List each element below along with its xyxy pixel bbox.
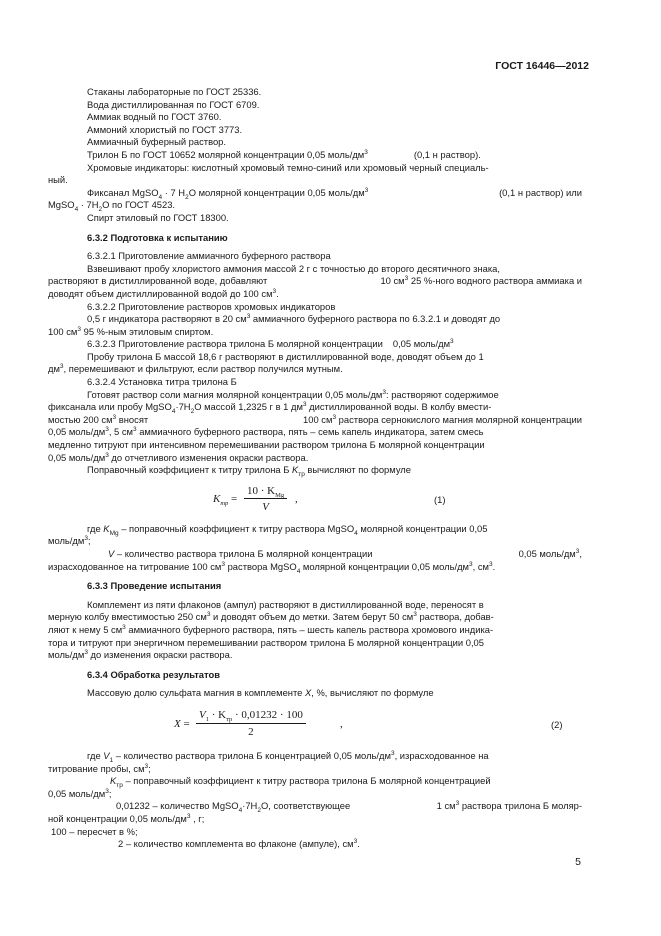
section-title: 6.3.2 Подготовка к испытанию <box>87 231 228 243</box>
paragraph-line: моль/$дм^3$ до изменения окраски раствора. <box>48 649 233 661</box>
material-fixanal: Фиксанал MgSO$_4$ · 7 $H_2O$ молярной концентрации 0,05 моль/$дм^3$ (0,1 н раствор) или <box>87 186 582 201</box>
paragraph-line: 0,01232 – количество $MgSO_4\cdot 7H_2O$, соответствующее 1 $см^3$ раствора трилона Б моляр- <box>116 800 582 815</box>
paragraph-line: Массовую долю сульфата магния в комплементе X, %, вычисляют по формуле <box>87 687 434 699</box>
material-trilon: Трилон Б по ГОСТ 10652 молярной концентрации 0,05 моль/$дм^3$ (0,1 н раствор). <box>87 148 481 160</box>
subsection-title: 6.3.2.4 Установка титра трилона Б <box>87 376 237 388</box>
material-spirit: Спирт этиловый по ГОСТ 18300. <box>87 211 229 223</box>
page-number: 5 <box>575 856 581 868</box>
paragraph-line: $K_{тр}$ – поправочный коэффициент к титру раствора трилона Б молярной концентрацией <box>110 775 491 789</box>
subsection-title: 6.3.2.2 Приготовление растворов хромовых индикаторов <box>87 300 336 312</box>
formula-number: (2) <box>551 718 563 730</box>
paragraph-line: 0,5 г индикатора растворяют в 20 $см^3$ аммиачного буферного раствора по 6.3.2.1 и доводят до <box>87 312 501 325</box>
paragraph-line: ляют к нему 5 $см^3$ аммиачного буферного раствора, пять – шесть капель раствора хромового индика- <box>48 623 494 635</box>
paragraph-line: где $K_{Mg}$ – поправочный коэффициент к титру раствора MgSO$_4$ молярной концентрации 0,05 <box>87 522 488 537</box>
material-indicators: Хромовые индикаторы: кислотный хромовый темно-синий или хромовый черный специаль- <box>87 161 489 173</box>
paragraph-line: израсходованное на титрование 100 $см^3$ раствора MgSO$_4$ молярной концентрации 0,05 моль/$дм^3$, $см^3$. <box>48 560 496 575</box>
paragraph-line: Поправочный коэффициент к титру трилона Б $K_{тр}$ вычисляют по формуле <box>87 464 411 479</box>
formula-1: $K_{тр}$ = $10 \cdot K_{Mg}$ V , (1) <box>213 484 446 514</box>
paragraph-line: растворяют в дистиллированной воде, добавляют 10 $см^3$ 25 %-ного водного раствора аммиака и <box>48 275 582 287</box>
paragraph-line: $дм^3$, перемешивают и фильтруют, если раствор получился мутным. <box>48 363 343 375</box>
paragraph-line: 2 – количество комплемента во флаконе (ампуле), $см^3$. <box>118 837 360 850</box>
paragraph: Комплемент из пяти флаконов (ампул) растворяют в дистиллированной воде, переносят в <box>87 598 484 610</box>
paragraph-line: моль/$дм^3$; <box>48 535 91 547</box>
fraction: $10 \cdot K_{Mg}$ V <box>244 485 287 514</box>
material-item: Стаканы лабораторные по ГОСТ 25336. <box>87 86 262 97</box>
paragraph-line: мостью 200 $см^3$ вносят 100 $см^3$ раствора сернокислого магния молярной концентрации <box>48 413 582 425</box>
paragraph-line: где $V_1$ – количество раствора трилона Б концентрацией 0,05 моль/$дм^3$, израсходованное на <box>87 749 489 764</box>
paragraph-line: фиксанала или пробу $MgSO_4\cdot 7H_2O$ массой 1,2325 г в 1 $дм^3$ дистиллированной воды. В колбу вмести- <box>48 401 492 416</box>
material-indicators-cont: ный. <box>48 174 68 186</box>
paragraph-line: V – количество раствора трилона Б молярной концентрации 0,05 моль/$дм^3$, <box>108 547 582 559</box>
material-fixanal-cont: MgSO$_4$ · $7H_2O$ по ГОСТ 4523. <box>48 199 176 214</box>
paragraph-line: 100 $см^3$ 95 %-ным этиловым спиртом. <box>48 325 214 337</box>
material-item: Аммиак водный по ГОСТ 3760. <box>87 111 222 123</box>
section-title: 6.3.4 Обработка результатов <box>87 668 220 680</box>
paragraph: Пробу трилона Б массой 18,6 г растворяют в дистиллированной воде, доводят объем до 1 <box>87 350 484 362</box>
paragraph-line: мерную колбу вместимостью 250 $см^3$ и доводят объем до метки. Затем берут 50 $см^3$ раствора, добав- <box>48 611 494 623</box>
paragraph-line: 0,05 моль/$дм^3$ до отчетливого изменения окраски раствора. <box>48 451 309 463</box>
material-item: Аммиачный буферный раствор. <box>87 136 226 148</box>
paragraph-line: ной концентрации 0,05 моль/$дм^3$ , г; <box>48 812 205 824</box>
paragraph: Взвешивают пробу хлористого аммония массой 2 г с точностью до второго десятичного знака, <box>87 262 500 274</box>
paragraph-line: медленно титруют при интенсивном перемешивании раствором трилона Б молярной концентрации <box>48 439 485 451</box>
section-title: 6.3.3 Проведение испытания <box>87 580 222 592</box>
paragraph-line: Готовят раствор соли магния молярной концентрации 0,05 моль/$дм^3$: растворяют содержимое <box>87 388 499 400</box>
paragraph-line: 100 – пересчет в %; <box>51 825 138 837</box>
material-item: Вода дистиллированная по ГОСТ 6709. <box>87 98 260 110</box>
subsection-title: 6.3.2.1 Приготовление аммиачного буферного раствора <box>87 250 331 262</box>
main-text <box>48 86 582 851</box>
paragraph-line: титрование пробы, $см^3$; <box>48 762 151 774</box>
formula-number: (1) <box>434 493 446 505</box>
document-code: ГОСТ 16446—2012 <box>495 60 589 72</box>
paragraph-line: тора и титруют при энергичном перемешивании раствором трилона Б молярной концентрации 0,05 <box>48 636 484 648</box>
paragraph-line: доводят объем дистиллированной водой до 100 $см^3$. <box>48 287 279 299</box>
subsection-title: 6.3.2.3 Приготовление раствора трилона Б молярной концентрации 0,05 моль/$дм^3$ <box>87 338 454 350</box>
formula-2: X = $V_1 \cdot K_{тр} \cdot 0,01232 \cdot 100$ 2 , (2) <box>174 708 563 738</box>
paragraph-line: 0,05 моль/$дм^3$, 5 $см^3$ аммиачного буферного раствора, пять – семь капель индикатора, затем смесь <box>48 426 484 438</box>
fraction: $V_1 \cdot K_{тр} \cdot 0,01232 \cdot 100$ 2 <box>196 709 306 738</box>
paragraph-line: 0,05 моль/$дм^3$; <box>48 787 112 799</box>
material-item: Аммоний хлористый по ГОСТ 3773. <box>87 123 243 135</box>
